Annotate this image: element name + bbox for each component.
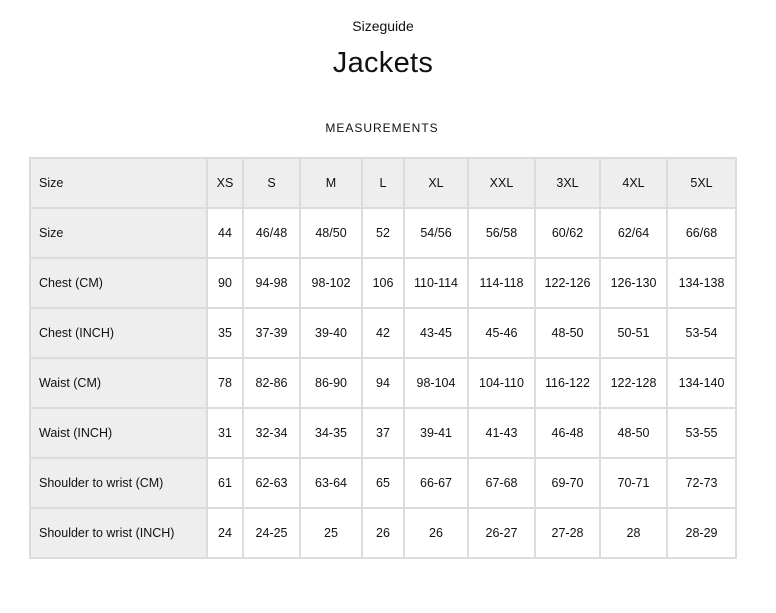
table-cell: 26 [404, 508, 468, 558]
table-row [30, 508, 736, 558]
column-header-l: L [362, 158, 404, 208]
table-row [30, 358, 736, 408]
table-cell: 25 [300, 508, 362, 558]
sizeguide-label: Sizeguide [352, 18, 414, 34]
measurements-heading: MEASUREMENTS [325, 121, 439, 135]
table-cell: 26-27 [468, 508, 535, 558]
table-cell: 50-51 [600, 308, 667, 358]
row-label: Shoulder to wrist (CM) [30, 458, 207, 508]
table-cell: 106 [362, 258, 404, 308]
table-cell: 46/48 [243, 208, 300, 258]
table-cell: 28 [600, 508, 667, 558]
table-header-row [30, 158, 736, 208]
row-label: Waist (CM) [30, 358, 207, 408]
table-cell: 32-34 [243, 408, 300, 458]
column-header-m: M [300, 158, 362, 208]
column-header-4xl: 4XL [600, 158, 667, 208]
table-cell: 63-64 [300, 458, 362, 508]
table-cell: 41-43 [468, 408, 535, 458]
table-row [30, 258, 736, 308]
row-label: Chest (INCH) [30, 308, 207, 358]
table-cell: 65 [362, 458, 404, 508]
page-title: Jackets [332, 47, 434, 79]
table-cell: 122-128 [600, 358, 667, 408]
table-cell: 53-55 [667, 408, 736, 458]
table-cell: 37 [362, 408, 404, 458]
table-cell: 122-126 [535, 258, 600, 308]
table-cell: 48-50 [535, 308, 600, 358]
table-cell: 104-110 [468, 358, 535, 408]
table-cell: 24-25 [243, 508, 300, 558]
table-cell: 26 [362, 508, 404, 558]
table-row [30, 308, 736, 358]
column-header-size: Size [30, 158, 207, 208]
table-cell: 39-40 [300, 308, 362, 358]
row-label: Waist (INCH) [30, 408, 207, 458]
table-row [30, 208, 736, 258]
table-cell: 43-45 [404, 308, 468, 358]
table-cell: 54/56 [404, 208, 468, 258]
column-header-xs: XS [207, 158, 243, 208]
table-cell: 67-68 [468, 458, 535, 508]
table-cell: 134-138 [667, 258, 736, 308]
column-header-xl: XL [404, 158, 468, 208]
table-cell: 42 [362, 308, 404, 358]
table-cell: 48-50 [600, 408, 667, 458]
size-table [29, 157, 737, 559]
table-cell: 90 [207, 258, 243, 308]
table-cell: 28-29 [667, 508, 736, 558]
table-cell: 114-118 [468, 258, 535, 308]
table-cell: 94-98 [243, 258, 300, 308]
table-cell: 134-140 [667, 358, 736, 408]
table-cell: 66/68 [667, 208, 736, 258]
table-cell: 78 [207, 358, 243, 408]
table-cell: 98-104 [404, 358, 468, 408]
table-cell: 53-54 [667, 308, 736, 358]
table-cell: 116-122 [535, 358, 600, 408]
column-header-s: S [243, 158, 300, 208]
table-cell: 61 [207, 458, 243, 508]
table-cell: 110-114 [404, 258, 468, 308]
table-cell: 48/50 [300, 208, 362, 258]
table-cell: 39-41 [404, 408, 468, 458]
row-label: Shoulder to wrist (INCH) [30, 508, 207, 558]
table-cell: 27-28 [535, 508, 600, 558]
table-cell: 69-70 [535, 458, 600, 508]
table-cell: 35 [207, 308, 243, 358]
table-cell: 72-73 [667, 458, 736, 508]
table-cell: 62/64 [600, 208, 667, 258]
table-cell: 60/62 [535, 208, 600, 258]
table-cell: 94 [362, 358, 404, 408]
table-cell: 66-67 [404, 458, 468, 508]
table-cell: 24 [207, 508, 243, 558]
table-cell: 126-130 [600, 258, 667, 308]
table-cell: 52 [362, 208, 404, 258]
table-cell: 56/58 [468, 208, 535, 258]
table-cell: 98-102 [300, 258, 362, 308]
row-label: Chest (CM) [30, 258, 207, 308]
row-label: Size [30, 208, 207, 258]
column-header-3xl: 3XL [535, 158, 600, 208]
table-cell: 31 [207, 408, 243, 458]
table-row [30, 408, 736, 458]
table-cell: 62-63 [243, 458, 300, 508]
table-cell: 82-86 [243, 358, 300, 408]
table-row [30, 458, 736, 508]
table-cell: 44 [207, 208, 243, 258]
table-cell: 46-48 [535, 408, 600, 458]
table-cell: 34-35 [300, 408, 362, 458]
table-cell: 86-90 [300, 358, 362, 408]
table-cell: 70-71 [600, 458, 667, 508]
table-cell: 37-39 [243, 308, 300, 358]
table-cell: 45-46 [468, 308, 535, 358]
column-header-xxl: XXL [468, 158, 535, 208]
table-body [30, 208, 736, 558]
column-header-5xl: 5XL [667, 158, 736, 208]
